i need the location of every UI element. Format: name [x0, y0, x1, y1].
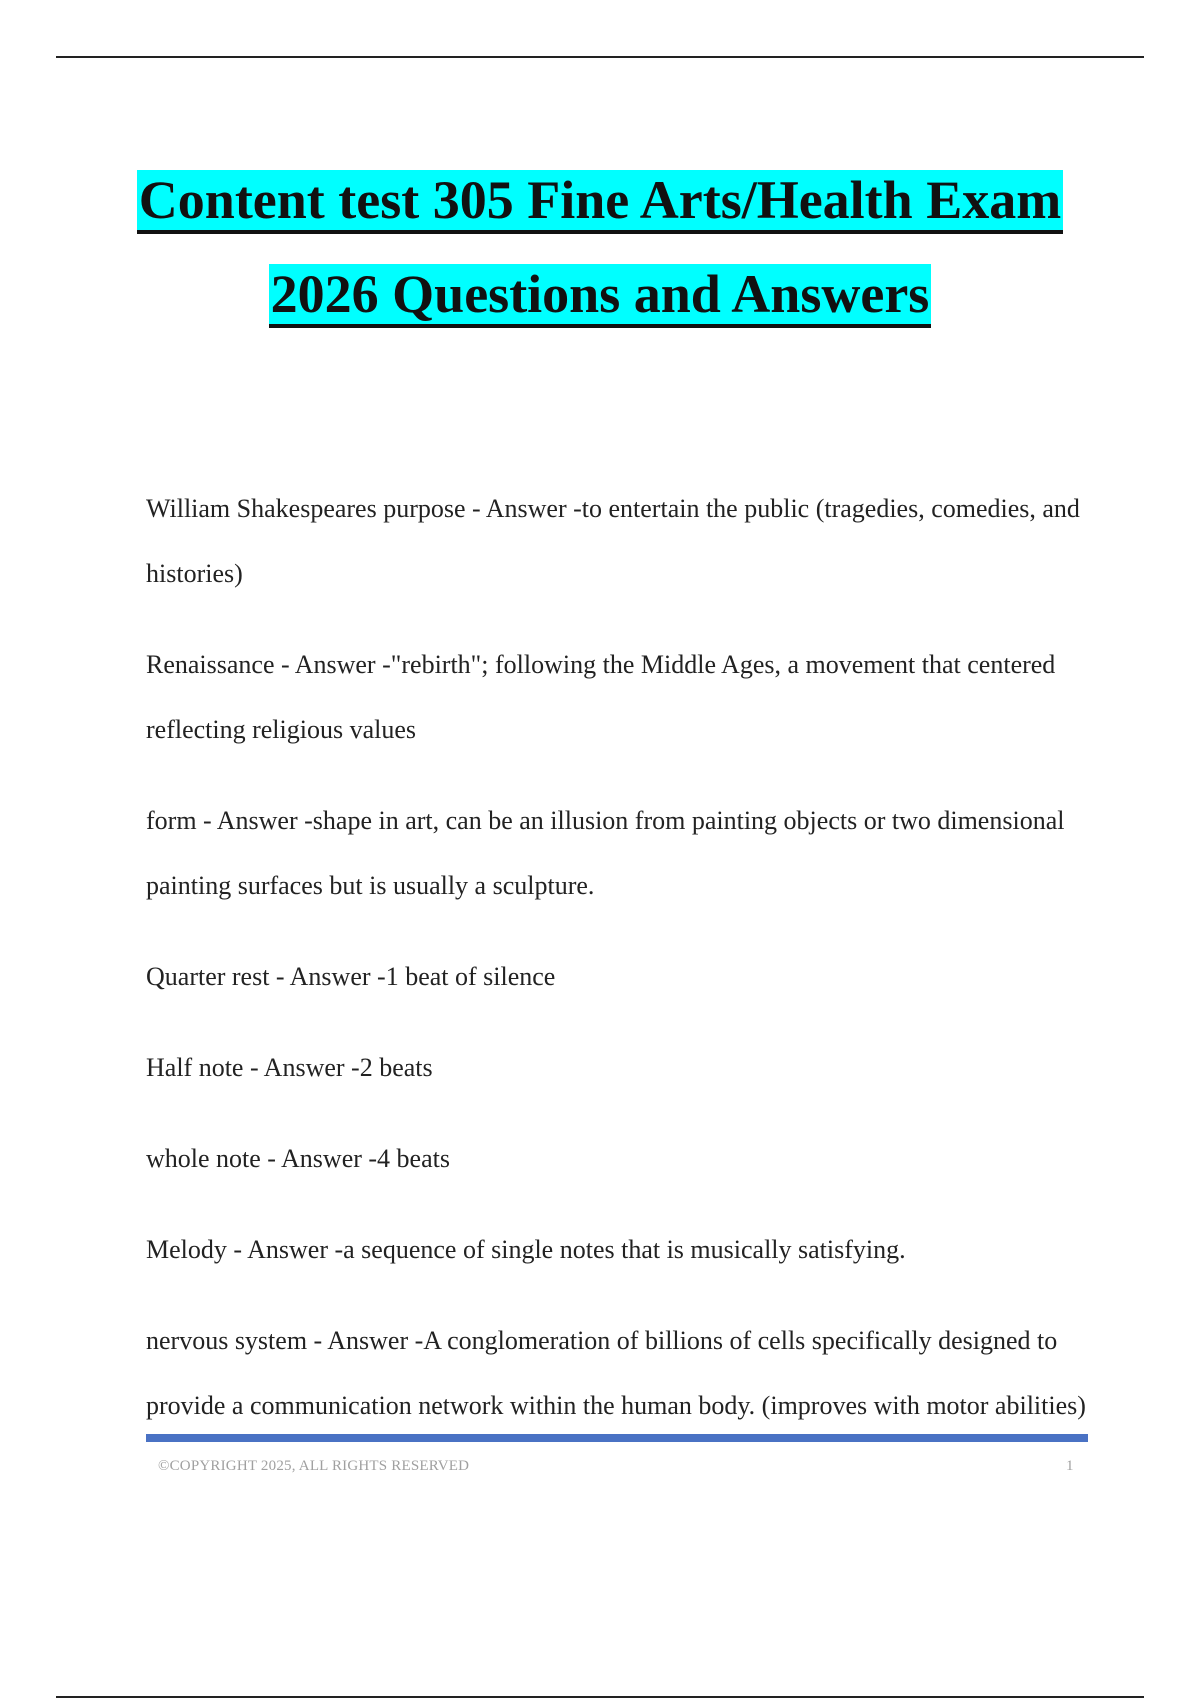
- title-line-1: Content test 305 Fine Arts/Health Exam: [137, 170, 1063, 234]
- footer-page-number: 1: [1066, 1458, 1074, 1474]
- qa-item: Half note - Answer -2 beats: [146, 1053, 433, 1082]
- qa-item: nervous system - Answer -A conglomeration of billions of cells specifically designed to provide a communication network within the human body. (improves with motor abilities): [146, 1326, 1086, 1420]
- question-answer-list: [146, 450, 1086, 1454]
- qa-item: form - Answer -shape in art, can be an illusion from painting objects or two dimensional painting surfaces but is usually a sculpture.: [146, 806, 1065, 900]
- footer-divider-bar: [146, 1434, 1088, 1442]
- qa-item: whole note - Answer -4 beats: [146, 1144, 450, 1173]
- footer-copyright: ©COPYRIGHT 2025, ALL RIGHTS RESERVED: [158, 1458, 470, 1474]
- qa-item: William Shakespeares purpose - Answer -to entertain the public (tragedies, comedies, and histories): [146, 494, 1080, 588]
- qa-item: Quarter rest - Answer -1 beat of silence: [146, 962, 556, 991]
- qa-item: Renaissance - Answer -"rebirth"; following the Middle Ages, a movement that centered reflecting religious values: [146, 650, 1056, 744]
- document-title: [80, 170, 1120, 328]
- top-rule: [56, 56, 1144, 58]
- bottom-rule: [56, 1696, 1144, 1698]
- qa-item: Melody - Answer -a sequence of single notes that is musically satisfying.: [146, 1235, 906, 1264]
- title-line-2: 2026 Questions and Answers: [269, 264, 932, 328]
